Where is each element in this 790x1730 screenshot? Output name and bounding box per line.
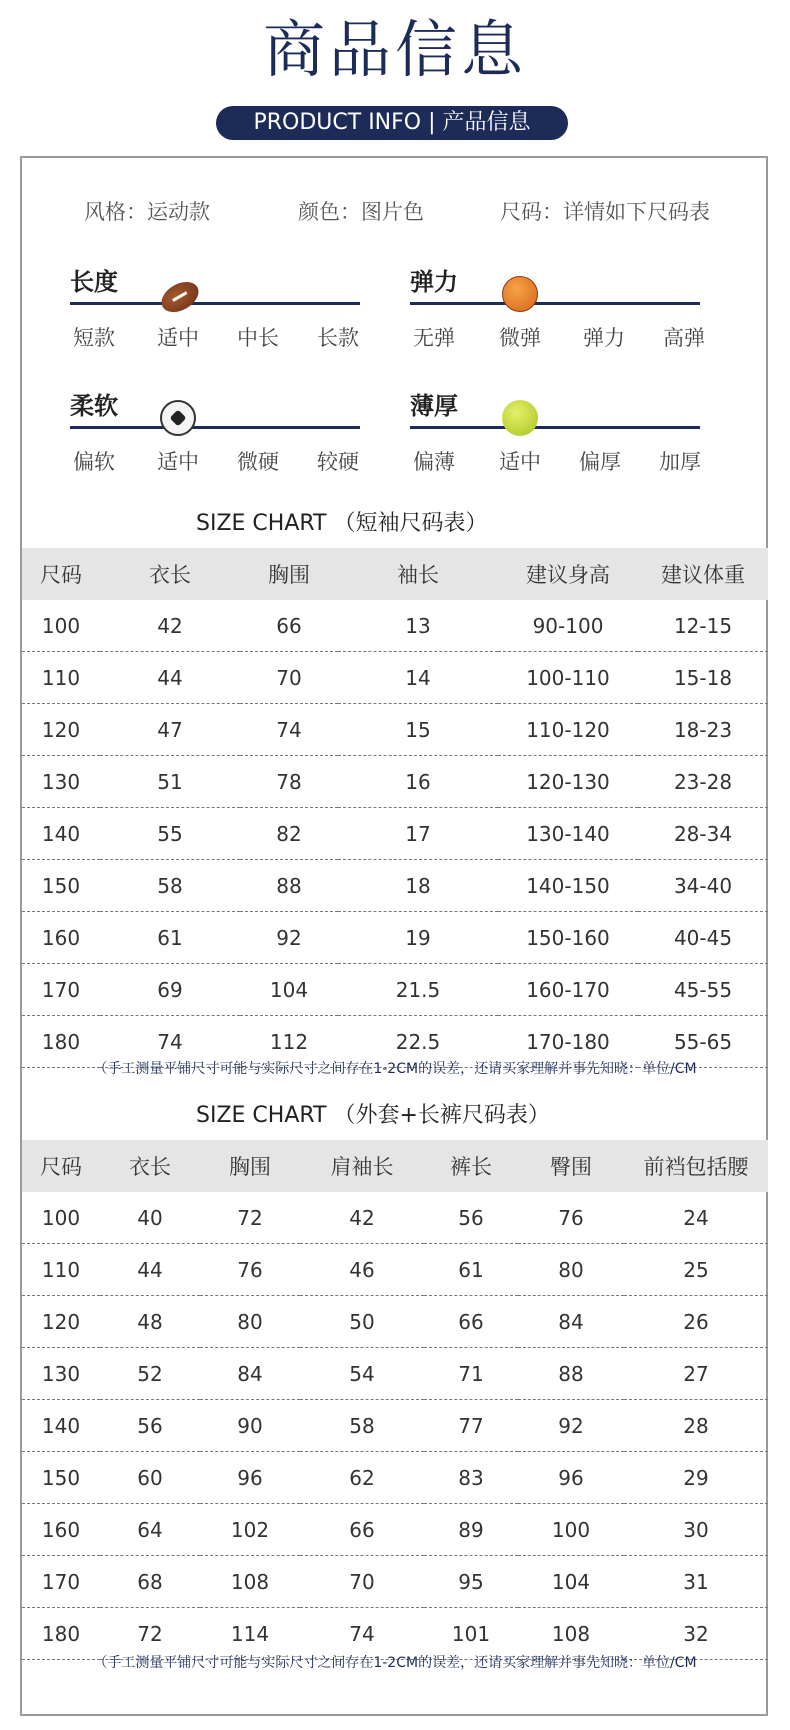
table-row (22, 600, 768, 652)
table-cell: 140 (22, 1400, 100, 1452)
table-cell: 100 (22, 1192, 100, 1244)
basketball-icon (502, 276, 538, 312)
attr-length-option: 长款 (317, 326, 359, 350)
table-cell: 96 (200, 1452, 300, 1504)
table-cell: 51 (100, 756, 240, 808)
measurement-note: （手工测量平铺尺寸可能与实际尺寸之间存在1-2CM的误差，还请买家理解并事先知晓：单位/CM (93, 1655, 697, 1671)
attr-softness-option: 微硬 (237, 450, 279, 474)
column-header: 尺码 (22, 548, 100, 600)
attr-softness-title: 柔软 (70, 392, 118, 420)
table-cell: 92 (518, 1400, 624, 1452)
table-cell: 46 (300, 1244, 424, 1296)
table-cell: 15-18 (638, 652, 768, 704)
table-cell: 18-23 (638, 704, 768, 756)
table-row (22, 1244, 768, 1296)
table-cell: 42 (100, 600, 240, 652)
table-cell: 56 (424, 1192, 518, 1244)
table-cell: 160 (22, 912, 100, 964)
table-cell: 102 (200, 1504, 300, 1556)
table-cell: 112 (240, 1016, 338, 1068)
table-cell: 150 (22, 860, 100, 912)
size-chart-coat-pants-title: SIZE CHART （外套+长裤尺码表） (196, 1103, 550, 1128)
table-cell: 100 (22, 600, 100, 652)
table-cell: 80 (200, 1296, 300, 1348)
table-cell: 27 (624, 1348, 768, 1400)
style-info: 风格：运动款 (84, 200, 210, 224)
table-cell: 48 (100, 1296, 200, 1348)
column-header: 袖长 (338, 548, 498, 600)
table-row (22, 652, 768, 704)
table-cell: 74 (300, 1608, 424, 1660)
column-header: 裤长 (424, 1140, 518, 1192)
table-cell: 15 (338, 704, 498, 756)
table-cell: 100-110 (498, 652, 638, 704)
table-cell: 45-55 (638, 964, 768, 1016)
table-cell: 89 (424, 1504, 518, 1556)
table-cell: 29 (624, 1452, 768, 1504)
table-cell: 120 (22, 1296, 100, 1348)
soccer-ball-icon (160, 400, 196, 436)
attr-elastic-option: 高弹 (663, 326, 705, 350)
attr-elastic-option: 无弹 (413, 326, 455, 350)
table-cell: 84 (200, 1348, 300, 1400)
table-cell: 44 (100, 652, 240, 704)
table-cell: 68 (100, 1556, 200, 1608)
table-cell: 180 (22, 1016, 100, 1068)
table-cell: 60 (100, 1452, 200, 1504)
table-cell: 30 (624, 1504, 768, 1556)
attr-thickness-option: 适中 (499, 450, 541, 474)
table-cell: 120 (22, 704, 100, 756)
table-cell: 23-28 (638, 756, 768, 808)
table-cell: 12-15 (638, 600, 768, 652)
attr-elastic-title: 弹力 (410, 268, 458, 296)
table-cell: 160-170 (498, 964, 638, 1016)
column-header: 尺码 (22, 1140, 100, 1192)
table-cell: 44 (100, 1244, 200, 1296)
size-chart-short-sleeve (22, 548, 768, 1068)
column-header: 衣长 (100, 1140, 200, 1192)
table-row (22, 1296, 768, 1348)
table-cell: 108 (518, 1608, 624, 1660)
table-cell: 58 (300, 1400, 424, 1452)
table-cell: 130 (22, 1348, 100, 1400)
table-cell: 80 (518, 1244, 624, 1296)
table-cell: 76 (518, 1192, 624, 1244)
table-cell: 71 (424, 1348, 518, 1400)
table-cell: 40-45 (638, 912, 768, 964)
table-row (22, 1452, 768, 1504)
table-cell: 110 (22, 1244, 100, 1296)
attr-softness-option: 较硬 (317, 450, 359, 474)
attr-elastic-scale (410, 302, 700, 305)
table-row (22, 756, 768, 808)
table-cell: 61 (100, 912, 240, 964)
table-cell: 74 (100, 1016, 240, 1068)
table-cell: 42 (300, 1192, 424, 1244)
table-cell: 96 (518, 1452, 624, 1504)
table-cell: 130 (22, 756, 100, 808)
table-cell: 72 (200, 1192, 300, 1244)
column-header: 臀围 (518, 1140, 624, 1192)
table-cell: 64 (100, 1504, 200, 1556)
table-cell: 17 (338, 808, 498, 860)
table-cell: 88 (518, 1348, 624, 1400)
table-cell: 114 (200, 1608, 300, 1660)
table-cell: 108 (200, 1556, 300, 1608)
table-cell: 120-130 (498, 756, 638, 808)
attr-thickness-title: 薄厚 (410, 392, 458, 420)
table-cell: 150 (22, 1452, 100, 1504)
table-header-row (22, 548, 768, 600)
table-cell: 88 (240, 860, 338, 912)
table-cell: 90 (200, 1400, 300, 1452)
size-chart-coat-pants (22, 1140, 768, 1660)
table-cell: 66 (300, 1504, 424, 1556)
table-row (22, 1504, 768, 1556)
table-cell: 100 (518, 1504, 624, 1556)
table-cell: 14 (338, 652, 498, 704)
table-cell: 66 (240, 600, 338, 652)
table-cell: 101 (424, 1608, 518, 1660)
table-cell: 13 (338, 600, 498, 652)
table-row (22, 1556, 768, 1608)
table-cell: 92 (240, 912, 338, 964)
attr-elastic-option: 微弹 (499, 326, 541, 350)
column-header: 胸围 (240, 548, 338, 600)
attr-length-option: 中长 (237, 326, 279, 350)
attr-length-scale (70, 302, 360, 305)
table-row (22, 704, 768, 756)
table-cell: 31 (624, 1556, 768, 1608)
size-chart-short-title: SIZE CHART （短袖尺码表） (196, 511, 488, 536)
table-cell: 18 (338, 860, 498, 912)
table-cell: 40 (100, 1192, 200, 1244)
table-cell: 54 (300, 1348, 424, 1400)
table-cell: 26 (624, 1296, 768, 1348)
table-cell: 170-180 (498, 1016, 638, 1068)
attr-softness-option: 偏软 (73, 450, 115, 474)
column-header: 建议体重 (638, 548, 768, 600)
table-row (22, 860, 768, 912)
table-cell: 72 (100, 1608, 200, 1660)
tennis-ball-icon (502, 400, 538, 436)
table-cell: 74 (240, 704, 338, 756)
table-cell: 76 (200, 1244, 300, 1296)
attr-thickness-option: 偏厚 (579, 450, 621, 474)
table-cell: 160 (22, 1504, 100, 1556)
section-subtitle-badge: PRODUCT INFO | 产品信息 (216, 106, 568, 140)
table-cell: 77 (424, 1400, 518, 1452)
table-row (22, 1400, 768, 1452)
table-row (22, 1192, 768, 1244)
table-cell: 62 (300, 1452, 424, 1504)
table-row (22, 964, 768, 1016)
table-row (22, 912, 768, 964)
table-cell: 104 (518, 1556, 624, 1608)
table-cell: 47 (100, 704, 240, 756)
column-header: 衣长 (100, 548, 240, 600)
attr-length-title: 长度 (70, 268, 118, 296)
table-cell: 34-40 (638, 860, 768, 912)
attr-softness-scale (70, 426, 360, 429)
table-cell: 61 (424, 1244, 518, 1296)
color-info: 颜色：图片色 (298, 200, 424, 224)
table-cell: 83 (424, 1452, 518, 1504)
table-cell: 170 (22, 964, 100, 1016)
column-header: 前裆包括腰 (624, 1140, 768, 1192)
attr-length-option: 短款 (73, 326, 115, 350)
table-cell: 28-34 (638, 808, 768, 860)
table-cell: 90-100 (498, 600, 638, 652)
page-title: 商品信息 (262, 13, 527, 86)
table-header-row (22, 1140, 768, 1192)
table-cell: 70 (240, 652, 338, 704)
attr-thickness-option: 加厚 (659, 450, 701, 474)
column-header: 胸围 (200, 1140, 300, 1192)
table-cell: 95 (424, 1556, 518, 1608)
table-cell: 25 (624, 1244, 768, 1296)
table-cell: 110 (22, 652, 100, 704)
table-cell: 180 (22, 1608, 100, 1660)
table-row (22, 1348, 768, 1400)
table-cell: 82 (240, 808, 338, 860)
table-cell: 56 (100, 1400, 200, 1452)
attr-thickness-option: 偏薄 (413, 450, 455, 474)
table-cell: 140 (22, 808, 100, 860)
column-header: 肩袖长 (300, 1140, 424, 1192)
table-cell: 84 (518, 1296, 624, 1348)
attr-elastic-option: 弹力 (583, 326, 625, 350)
attr-softness-option: 适中 (157, 450, 199, 474)
table-cell: 150-160 (498, 912, 638, 964)
column-header: 建议身高 (498, 548, 638, 600)
table-cell: 58 (100, 860, 240, 912)
table-cell: 78 (240, 756, 338, 808)
table-cell: 28 (624, 1400, 768, 1452)
table-cell: 22.5 (338, 1016, 498, 1068)
table-cell: 70 (300, 1556, 424, 1608)
table-cell: 66 (424, 1296, 518, 1348)
table-cell: 55 (100, 808, 240, 860)
size-info: 尺码：详情如下尺码表 (500, 200, 710, 224)
table-row (22, 808, 768, 860)
table-cell: 140-150 (498, 860, 638, 912)
table-cell: 69 (100, 964, 240, 1016)
table-cell: 50 (300, 1296, 424, 1348)
table-cell: 130-140 (498, 808, 638, 860)
attr-thickness-scale (410, 426, 700, 429)
table-cell: 55-65 (638, 1016, 768, 1068)
table-cell: 52 (100, 1348, 200, 1400)
table-cell: 24 (624, 1192, 768, 1244)
attr-length-option: 适中 (157, 326, 199, 350)
table-cell: 104 (240, 964, 338, 1016)
table-cell: 110-120 (498, 704, 638, 756)
table-cell: 21.5 (338, 964, 498, 1016)
measurement-note: （手工测量平铺尺寸可能与实际尺寸之间存在1-2CM的误差，还请买家理解并事先知晓：单位/CM (93, 1061, 697, 1077)
table-cell: 16 (338, 756, 498, 808)
table-cell: 32 (624, 1608, 768, 1660)
table-cell: 170 (22, 1556, 100, 1608)
table-cell: 19 (338, 912, 498, 964)
